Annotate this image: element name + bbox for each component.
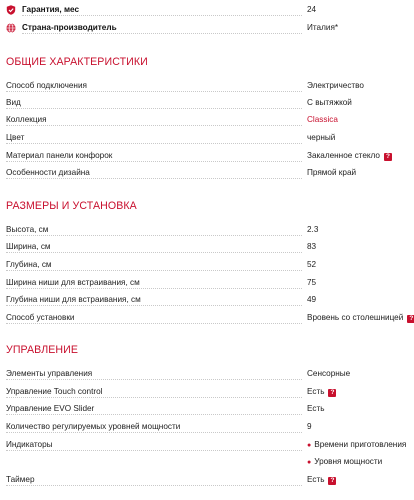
section-title-general: ОБЩИЕ ХАРАКТЕРИСТИКИ xyxy=(6,56,148,68)
spec-value: 75 xyxy=(307,278,317,287)
collection-link[interactable]: Classica xyxy=(307,115,338,124)
spec-value: 2.3 xyxy=(307,225,319,234)
section-title-sizes: РАЗМЕРЫ И УСТАНОВКА xyxy=(6,200,137,212)
spec-row xyxy=(6,149,408,163)
spec-value: Электричество xyxy=(307,81,364,90)
help-icon[interactable]: ? xyxy=(328,477,336,485)
spec-label: Способ установки xyxy=(6,313,78,322)
spec-row-continued xyxy=(6,455,408,469)
spec-value: Сенсорные xyxy=(307,369,351,378)
spec-label: Материал панели конфорок xyxy=(6,151,115,160)
spec-value: 52 xyxy=(307,260,317,269)
spec-label: Управление Touch control xyxy=(6,387,106,396)
spec-row xyxy=(6,113,408,127)
spec-label: Количество регулируемых уровней мощности xyxy=(6,422,183,431)
spec-label: Управление EVO Slider xyxy=(6,404,97,413)
bullet-icon: ● xyxy=(307,442,312,449)
spec-label: Глубина ниши для встраивания, см xyxy=(6,295,144,304)
spec-value: Есть xyxy=(307,475,325,484)
spec-row xyxy=(6,438,408,452)
spec-label: Коллекция xyxy=(6,115,50,124)
spec-value: Закаленное стекло xyxy=(307,151,380,160)
spec-label: Особенности дизайна xyxy=(6,168,93,177)
spec-value: черный xyxy=(307,133,336,142)
help-icon[interactable]: ? xyxy=(407,315,414,323)
spec-label: Ширина ниши для встраивания, см xyxy=(6,278,143,287)
spec-row xyxy=(6,473,408,487)
spec-value: 49 xyxy=(307,295,317,304)
spec-label: Ширина, см xyxy=(6,242,54,251)
spec-row xyxy=(6,402,408,416)
spec-row xyxy=(6,385,408,399)
shield-check-icon xyxy=(6,5,16,15)
spec-label: Цвет xyxy=(6,133,27,142)
help-icon[interactable]: ? xyxy=(328,389,336,397)
spec-row xyxy=(6,311,414,325)
spec-label: Высота, см xyxy=(6,225,51,234)
globe-icon xyxy=(6,23,16,33)
spec-row xyxy=(6,96,408,110)
spec-row xyxy=(6,276,408,290)
spec-label: Гарантия, мес xyxy=(22,5,82,14)
spec-value: Уровня мощности xyxy=(314,457,383,466)
spec-row xyxy=(6,367,408,381)
spec-row-country xyxy=(6,21,408,35)
spec-row xyxy=(6,258,408,272)
spec-value: 83 xyxy=(307,242,317,251)
spec-label: Индикаторы xyxy=(6,440,56,449)
spec-value: Вровень со столешницей xyxy=(307,313,404,322)
spec-row xyxy=(6,240,408,254)
spec-label: Глубина, см xyxy=(6,260,55,269)
bullet-icon: ● xyxy=(307,459,312,466)
spec-row xyxy=(6,131,408,145)
spec-label: Вид xyxy=(6,98,24,107)
section-title-control: УПРАВЛЕНИЕ xyxy=(6,344,79,356)
spec-value: Времени приготовления xyxy=(314,440,407,449)
spec-value: С вытяжкой xyxy=(307,98,352,107)
spec-label: Элементы управления xyxy=(6,369,95,378)
spec-row xyxy=(6,79,408,93)
spec-label: Таймер xyxy=(6,475,38,484)
spec-value: Прямой край xyxy=(307,168,357,177)
spec-value: 9 xyxy=(307,422,312,431)
spec-value: Италия* xyxy=(307,23,339,32)
spec-label: Страна-производитель xyxy=(22,23,120,32)
spec-label: Способ подключения xyxy=(6,81,90,90)
help-icon[interactable]: ? xyxy=(384,153,392,161)
spec-value: 24 xyxy=(307,5,317,14)
spec-row xyxy=(6,166,408,180)
spec-value: Есть xyxy=(307,404,325,413)
spec-row xyxy=(6,293,408,307)
spec-row-warranty xyxy=(6,3,408,17)
spec-value: Есть xyxy=(307,387,325,396)
spec-row xyxy=(6,223,408,237)
spec-row xyxy=(6,420,408,434)
